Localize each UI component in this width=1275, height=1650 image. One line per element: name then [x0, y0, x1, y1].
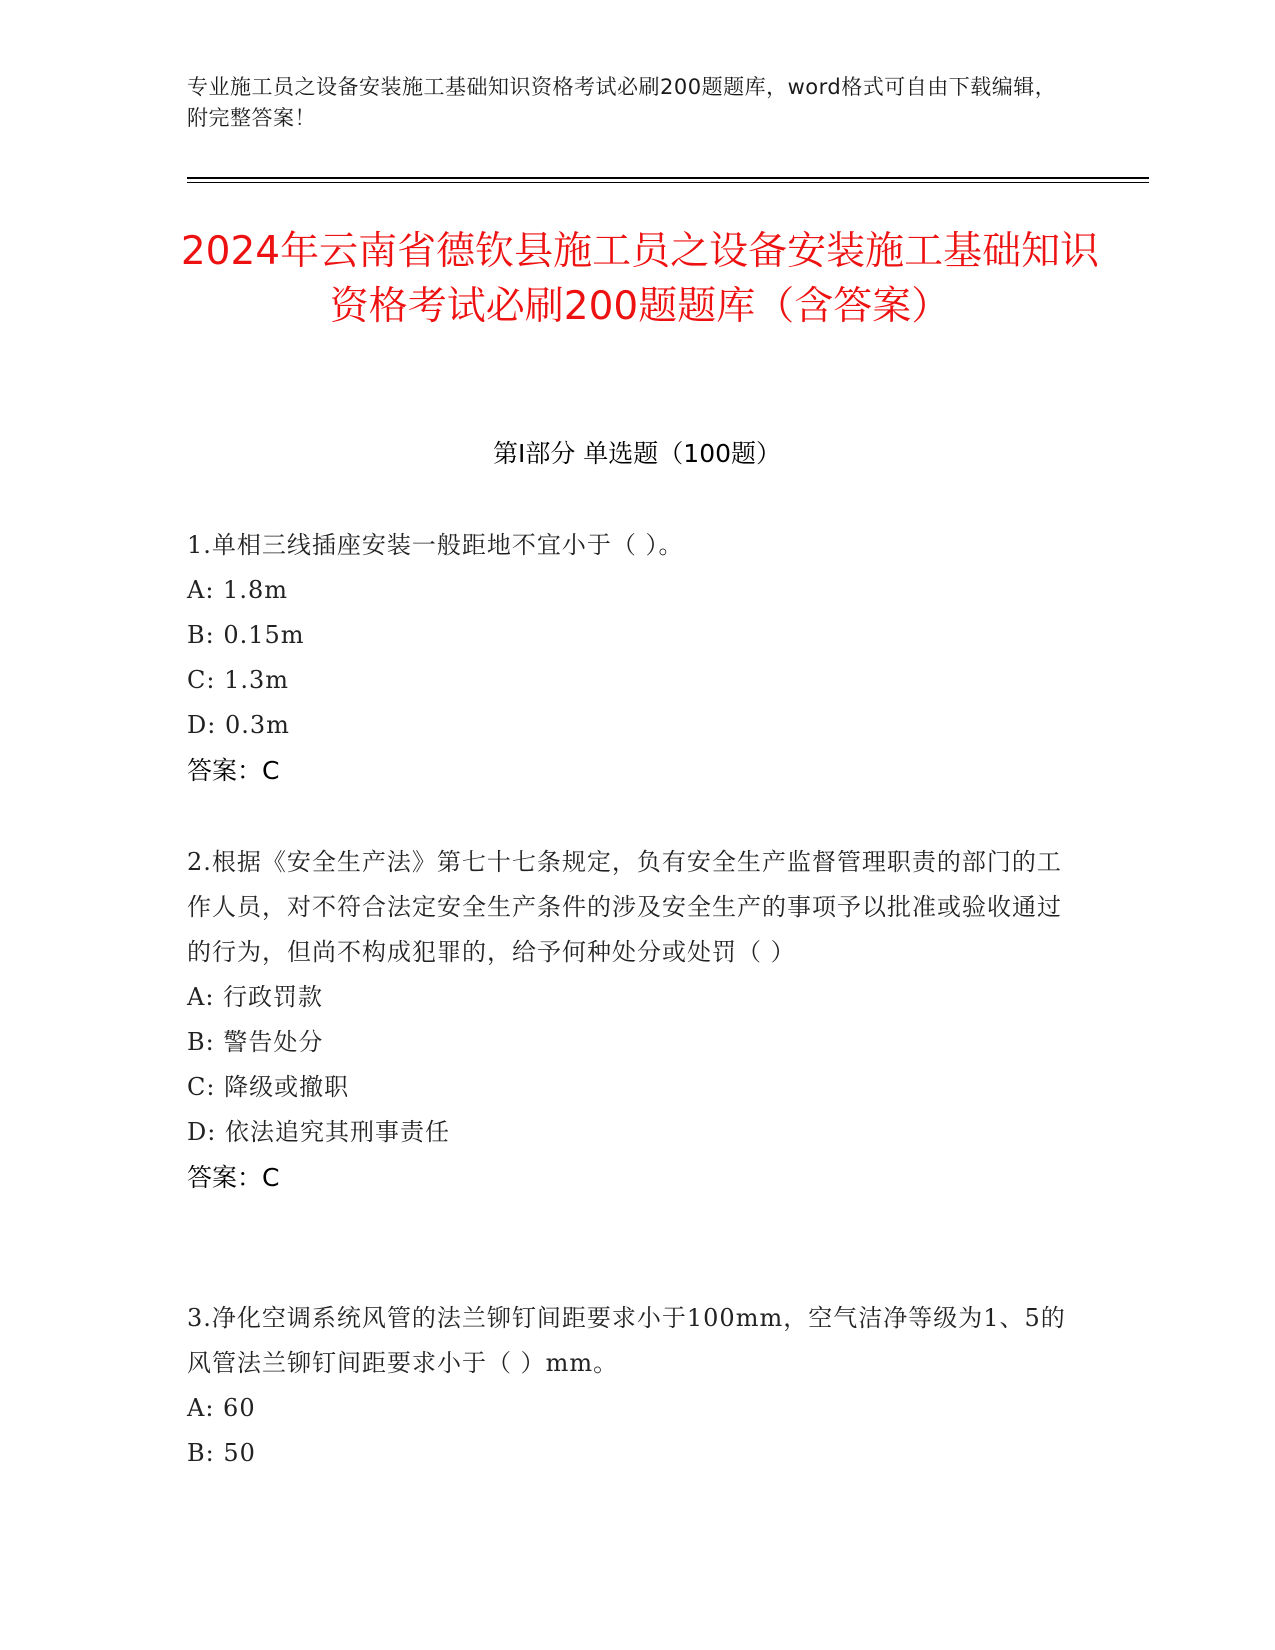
header-note: 专业施工员之设备安装施工基础知识资格考试必刷200题题库，word格式可自由下载编辑，附完整答案！	[187, 75, 1057, 130]
header-divider-thin	[187, 182, 1149, 183]
answer-line: 答案：C	[187, 1163, 280, 1192]
option-a: A: 60	[187, 1394, 256, 1422]
option-b: B: 警告处分	[187, 1028, 324, 1056]
option-d: D: 0.3m	[187, 711, 290, 739]
option-a: A: 行政罚款	[187, 983, 324, 1011]
section-heading: 第I部分 单选题（100题）	[492, 439, 782, 468]
option-d: D: 依法追究其刑事责任	[187, 1118, 450, 1146]
question-2	[187, 840, 1077, 1200]
document-title: 2024年云南省德钦县施工员之设备安装施工基础知识资格考试必刷200题题库（含答案）	[180, 229, 1100, 329]
option-a: A: 1.8m	[187, 576, 288, 604]
question-stem: 2.根据《安全生产法》第七十七条规定，负有安全生产监督管理职责的部门的工作人员，对不符合法定安全生产条件的涉及安全生产的事项予以批准或验收通过的行为，但尚不构成犯罪的，给予何种处分或处罚（ ）	[187, 848, 1062, 966]
question-3	[187, 1296, 1077, 1476]
header-divider-thick	[187, 177, 1149, 179]
option-b: B: 0.15m	[187, 621, 305, 649]
option-c: C: 降级或撤职	[187, 1073, 350, 1101]
option-b: B: 50	[187, 1439, 256, 1467]
question-stem: 1.单相三线插座安装一般距地不宜小于（ ）。	[187, 531, 684, 559]
question-1	[187, 523, 1077, 793]
question-stem: 3.净化空调系统风管的法兰铆钉间距要求小于100mm，空气洁净等级为1、5的风管法兰铆钉间距要求小于（ ）mm。	[187, 1304, 1066, 1377]
answer-line: 答案：C	[187, 756, 280, 785]
option-c: C: 1.3m	[187, 666, 290, 694]
